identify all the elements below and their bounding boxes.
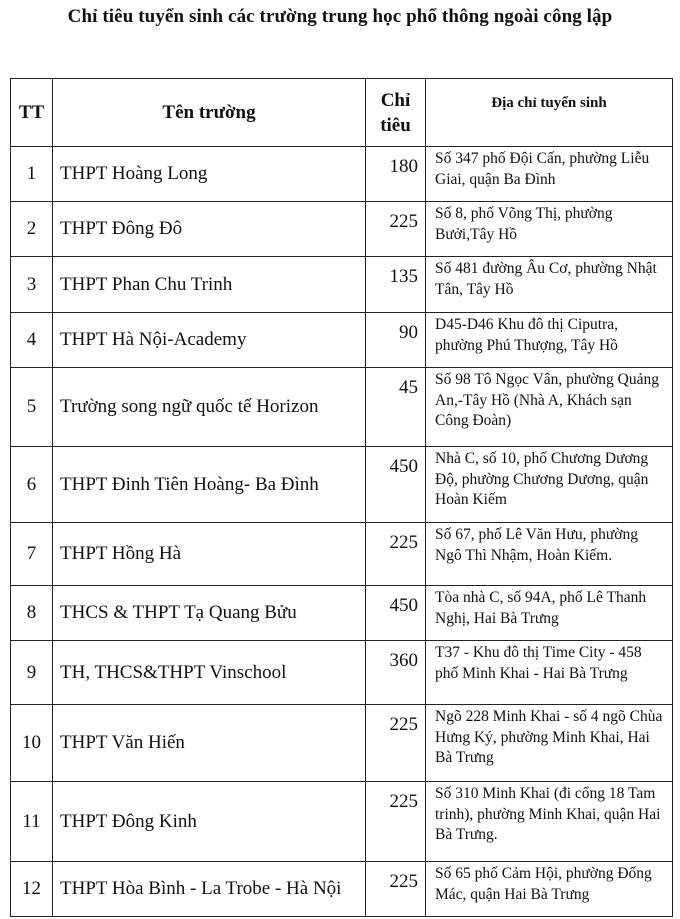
table-row (11, 705, 673, 782)
admission-address: T37 - Khu đô thị Time City - 458 phố Minh Khai - Hai Bà Trưng (426, 641, 673, 705)
school-name: THPT Đông Kinh (53, 782, 366, 862)
quota-value: 225 (366, 782, 426, 862)
table-row (11, 447, 673, 523)
quota-value: 360 (366, 641, 426, 705)
quota-value: 450 (366, 586, 426, 641)
table-row (11, 368, 673, 447)
row-number: 10 (11, 705, 53, 782)
quota-value: 225 (366, 202, 426, 257)
table-row (11, 202, 673, 257)
table-row (11, 313, 673, 368)
row-number: 5 (11, 368, 53, 447)
row-number: 3 (11, 257, 53, 313)
admission-address: Số 67, phố Lê Văn Hưu, phường Ngô Thì Nhậm, Hoàn Kiếm. (426, 523, 673, 586)
row-number: 4 (11, 313, 53, 368)
table-row (11, 586, 673, 641)
header-quota-line2: tiêu (380, 114, 411, 136)
school-name: THPT Hoàng Long (53, 147, 366, 202)
quota-value: 90 (366, 313, 426, 368)
row-number: 6 (11, 447, 53, 523)
admission-address: Nhà C, số 10, phố Chương Dương Độ, phường Chương Dương, quận Hoàn Kiếm (426, 447, 673, 523)
school-name: Trường song ngữ quốc tế Horizon (53, 368, 366, 447)
admission-address: D45-D46 Khu đô thị Ciputra, phường Phú Thượng, Tây Hồ (426, 313, 673, 368)
page-title: Chỉ tiêu tuyển sinh các trường trung học phổ thông ngoài công lập (67, 6, 613, 27)
school-name: THPT Văn Hiến (53, 705, 366, 782)
header-quota-line1: Chỉ (380, 89, 411, 111)
admission-address: Tòa nhà C, số 94A, phố Lê Thanh Nghị, Hai Bà Trưng (426, 586, 673, 641)
school-name: THPT Phan Chu Trinh (53, 257, 366, 313)
header-school-name: Tên trường (53, 79, 366, 147)
row-number: 9 (11, 641, 53, 705)
row-number: 12 (11, 862, 53, 917)
table-row (11, 523, 673, 586)
admission-address: Số 310 Minh Khai (đi cổng 18 Tam trinh), phường Minh Khai, quận Hai Bà Trưng. (426, 782, 673, 862)
row-number: 7 (11, 523, 53, 586)
row-number: 1 (11, 147, 53, 202)
row-number: 11 (11, 782, 53, 862)
admission-address: Số 347 phố Đội Cấn, phường Liễu Giai, quận Ba Đình (426, 147, 673, 202)
school-name: THPT Hòa Bình - La Trobe - Hà Nội (53, 862, 366, 917)
quota-value: 225 (366, 862, 426, 917)
admission-address: Số 8, phố Võng Thị, phường Bưởi,Tây Hồ (426, 202, 673, 257)
school-name: TH, THCS&THPT Vinschool (53, 641, 366, 705)
admission-address: Ngõ 228 Minh Khai - số 4 ngõ Chùa Hưng Ký, phường Minh Khai, Hai Bà Trưng (426, 705, 673, 782)
table-row (11, 641, 673, 705)
school-name: THPT Hồng Hà (53, 523, 366, 586)
table-row (11, 782, 673, 862)
table-row (11, 147, 673, 202)
school-name: THCS & THPT Tạ Quang Bửu (53, 586, 366, 641)
admission-address: Số 65 phố Cảm Hội, phường Đống Mác, quận Hai Bà Trưng (426, 862, 673, 917)
admission-address: Số 98 Tô Ngọc Vân, phường Quảng An,-Tây Hồ (Nhà A, Khách sạn Công Đoàn) (426, 368, 673, 447)
school-name: THPT Đinh Tiên Hoàng- Ba Đình (53, 447, 366, 523)
quota-value: 135 (366, 257, 426, 313)
header-tt: TT (11, 79, 53, 147)
quota-value: 225 (366, 705, 426, 782)
header-quota (366, 79, 426, 147)
quota-value: 180 (366, 147, 426, 202)
table-row (11, 257, 673, 313)
header-address: Địa chỉ tuyển sinh (426, 79, 673, 147)
admission-address: Số 481 đường Âu Cơ, phường Nhật Tân, Tây Hồ (426, 257, 673, 313)
row-number: 2 (11, 202, 53, 257)
school-name: THPT Đông Đô (53, 202, 366, 257)
row-number: 8 (11, 586, 53, 641)
admission-quota-table (10, 78, 673, 917)
quota-value: 450 (366, 447, 426, 523)
quota-value: 45 (366, 368, 426, 447)
table-row (11, 862, 673, 917)
table-header-row (11, 79, 673, 147)
quota-value: 225 (366, 523, 426, 586)
school-name: THPT Hà Nội-Academy (53, 313, 366, 368)
